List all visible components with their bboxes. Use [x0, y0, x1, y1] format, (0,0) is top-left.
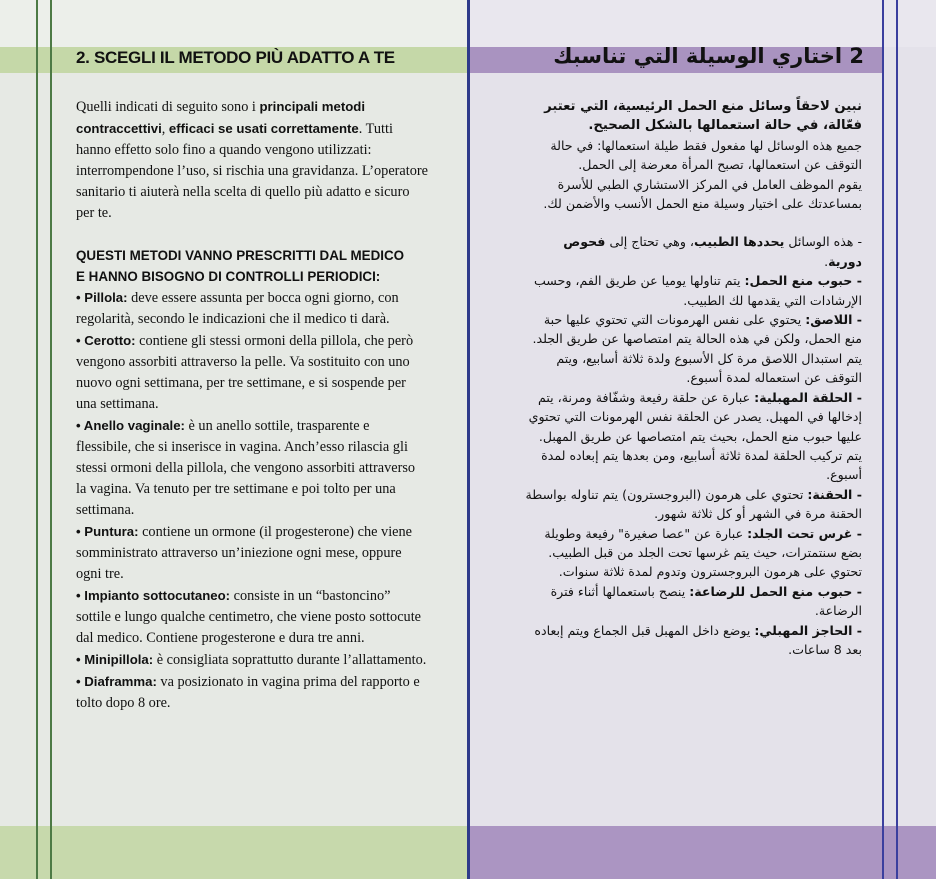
arabic-prescribed: - هذه الوسائل يحددها الطبيب، وهي تحتاج إلى فحوص دورية.: [563, 234, 862, 269]
spine-rule: [467, 0, 470, 879]
arabic-method-implant: - غرس تحت الجلد: عبارة عن "عصا صغيرة" رفيعة وطويلة بضع سنتمترات، حيث يتم غرسها تحت الجلد من قبل الطبيب. تحتوي على هرمون البروجسترون وتدوم لمدة ثلاثة سنوات.: [544, 525, 862, 580]
arabic-intro: نبين لاحقاً وسائل منع الحمل الرئيسية، التي تعتبر فعّالة، في حالة استعمالها بالشكل الصحيح.: [544, 99, 862, 134]
italian-heading: QUESTI METODI VANNO PRESCRITTI DAL MEDICO E HANNO BISOGNO DI CONTROLLI PERIODICI:: [76, 248, 405, 284]
arabic-method-ring: - الحلقة المهبلية: عبارة عن حلقة رفيعة وشفّافة ومرنة، يتم إدخالها في المهبل. يصدر عن الحلقة نفس الهرمونات التي تحتوي عليها حبوب منع الحمل، بحيث يتم امتصاصها عن طريق المهبل. يتم تركيب الحلقة لمدة ثلاثة أسابيع، ومن بعدها يتم إبعاده لمدة أسبوع.: [528, 389, 862, 483]
left-margin-rule-inner: [50, 0, 52, 879]
italian-title: 2. SCEGLI IL METODO PIÙ ADATTO A TE: [76, 48, 395, 67]
arabic-method-minipill: - حبوب منع الحمل للرضاعة: ينصح باستعمالها أثناء فترة الرضاعة.: [550, 583, 862, 619]
right-margin-rule-inner: [896, 0, 898, 879]
arabic-title: 2 اختاري الوسيلة التي تناسبك: [553, 44, 864, 68]
arabic-method-patch: - اللاصق: يحتوي على نفس الهرمونات التي تحتوي عليها حبة منع الحمل، ولكن في هذه الحالة يتم امتصاصها عن طريق الجلد. يتم استبدال اللاصق مرة كل الأسبوع ولدة ثلاثة أسابيع، ويتم التوقف عن استعماله لمدة أسبوع.: [532, 312, 862, 386]
method-puntura: • Puntura: contiene un ormone (il progesterone) che viene somministrato attraverso un’iniezione ogni mese, oppure ogni tre.: [76, 524, 413, 582]
right-margin-rule: [882, 0, 884, 879]
arabic-method-diaphragm: - الحاجز المهبلي: يوضع داخل المهبل قبل الجماع ويتم إبعاده بعد 8 ساعات.: [534, 622, 862, 657]
arabic-text: [524, 97, 862, 659]
top-margin-left: [0, 0, 468, 47]
top-margin-right: [468, 0, 936, 47]
method-impianto: • Impianto sottocutaneo: consiste in un “bastoncino” sottile e lungo qualche centimetro, che viene posto sottocute dal medico. Contiene progesterone e dura tre anni.: [76, 588, 422, 646]
italian-intro: Quelli indicati di seguito sono i principali metodi contraccettivi, efficaci se usati correttamente. Tutti hanno effetto solo fino a quando vengono utilizzati: interrompendone l’uso, si rischia una gravidanza. L’operatore sanitario ti aiuterà nella scelta di quello più adatto e sicuro per te.: [76, 99, 429, 221]
italian-footer-bar: [0, 826, 468, 879]
method-minipillola: • Minipillola: è consigliata soprattutto durante l’allattamento.: [76, 652, 427, 668]
arabic-method-pill: - حبوب منع الحمل: يتم تناولها يوميا عن طريق الفم، وحسب الإرشادات التي يقدمها لك الطبيب.: [533, 273, 862, 308]
method-cerotto: • Cerotto: contiene gli stessi ormoni della pillola, che però vengono assorbiti attraverso la pelle. Va sostituito con uno nuovo ogni settimana, per tre settimane, e si sospende per una settimana.: [76, 333, 414, 412]
arabic-paragraph-2: يقوم الموظف العامل في المركز الاستشاري الطبي للأسرة بمساعدتك على اختيار وسيلة منع الحمل الأنسب والأضمن لك.: [543, 176, 862, 212]
left-margin-rule: [36, 0, 38, 879]
arabic-method-injection: - الحقنة: تحتوي على هرمون (البروجسترون) يتم تناوله بواسطة الحقنة مرة في الشهر أو كل ثلاثة شهور.: [525, 486, 862, 522]
italian-text: [76, 96, 428, 714]
arabic-footer-bar: [468, 826, 936, 879]
method-pillola: • Pillola: deve essere assunta per bocca ogni giorno, con regolarità, secondo le indicazioni che il medico ti darà.: [76, 290, 399, 327]
method-anello: • Anello vaginale: è un anello sottile, trasparente e flessibile, che si inserisce in vagina. Anch’esso rilascia gli stessi ormoni della pillola, che vengono assorbiti attraverso la vagina. Va tenuto per tre settimane e poi tolto per una settimana.: [76, 418, 416, 518]
arabic-paragraph-1: جميع هذه الوسائل لها مفعول فقط طيلة استعمالها: في حالة التوقف عن استعمالها، تصبح المرأة معرضة إلى الحمل.: [550, 137, 862, 173]
method-diaframma: • Diaframma: va posizionato in vagina prima del rapporto e tolto dopo 8 ore.: [76, 674, 420, 711]
